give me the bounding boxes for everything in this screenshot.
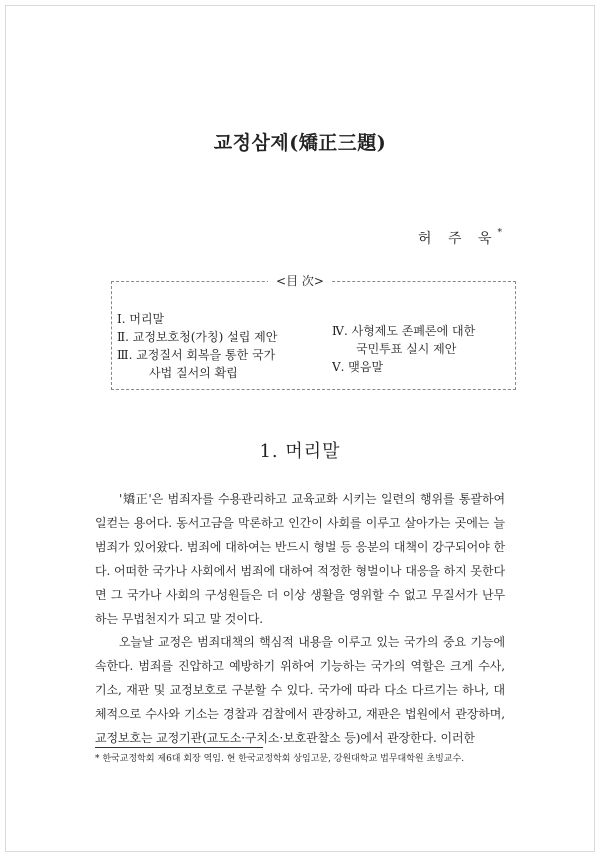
paper-title: 교정삼제(矯正三題)	[213, 132, 387, 154]
toc-item: Ⅳ. 사형제도 존폐론에 대한	[332, 324, 476, 338]
toc-item: Ⅰ. 머리말	[117, 312, 165, 326]
toc-left-column	[117, 310, 277, 382]
author-name: 허 주 욱	[418, 231, 498, 247]
paragraph: '矯正'은 범죄자를 수용관리하고 교육교화 시키는 일련의 행위를 통괄하여 일컫는 용어다. 동서고금을 막론하고 인간이 사회를 이루고 살아가는 곳에는 늘 범죄가 있어왔다. 범죄에 대하여는 반드시 형벌 등 응분의 대책이 강구되어야 한다. 어떠한 국가나 사회에서 범죄에 대하여 적정한 형벌이나 대응을 하지 못한다면 그 국가나 사회의 구성원들은 더 이상 생활을 영위할 수 없고 무질서가 난무하는 무법천지가 되고 말 것이다.	[95, 492, 505, 626]
paragraph: 오늘날 교정은 범죄대책의 핵심적 내용을 이루고 있는 국가의 중요 기능에 속한다. 범죄를 진압하고 예방하기 위하여 기능하는 국가의 역할은 크게 수사, 기소, 재판 및 교정보호로 구분할 수 있다. 국가에 따라 다소 다르기는 하나, 대체적으로 수사와 기소는 경찰과 검찰에서 관장하고, 재판은 법원에서 관장하며, 교정보호는 교정기관(교도소·구치소·보호관찰소 등)에서 관장한다. 이러한	[95, 635, 505, 746]
author-footnote-marker: *	[497, 228, 502, 239]
author	[418, 228, 502, 248]
toc-item: Ⅲ. 교정질서 회복을 통한 국가	[117, 348, 276, 362]
toc-right-column	[332, 322, 475, 376]
toc-item: 사법 질서의 확립	[149, 366, 238, 380]
toc-heading: <目 次>	[268, 272, 332, 290]
body-text	[95, 488, 505, 751]
toc-item: Ⅱ. 교정보호청(가칭) 설립 제안	[117, 330, 278, 344]
section-title: 1. 머리말	[259, 441, 341, 462]
footnote: * 한국교정학회 제6대 회장 역임. 현 한국교정학회 상임고문, 강원대학교 법무대학원 초빙교수.	[95, 754, 465, 764]
footnote-divider	[95, 747, 263, 748]
toc-item: 국민투표 실시 제안	[356, 342, 457, 356]
toc-item: Ⅴ. 맺음말	[332, 360, 384, 374]
